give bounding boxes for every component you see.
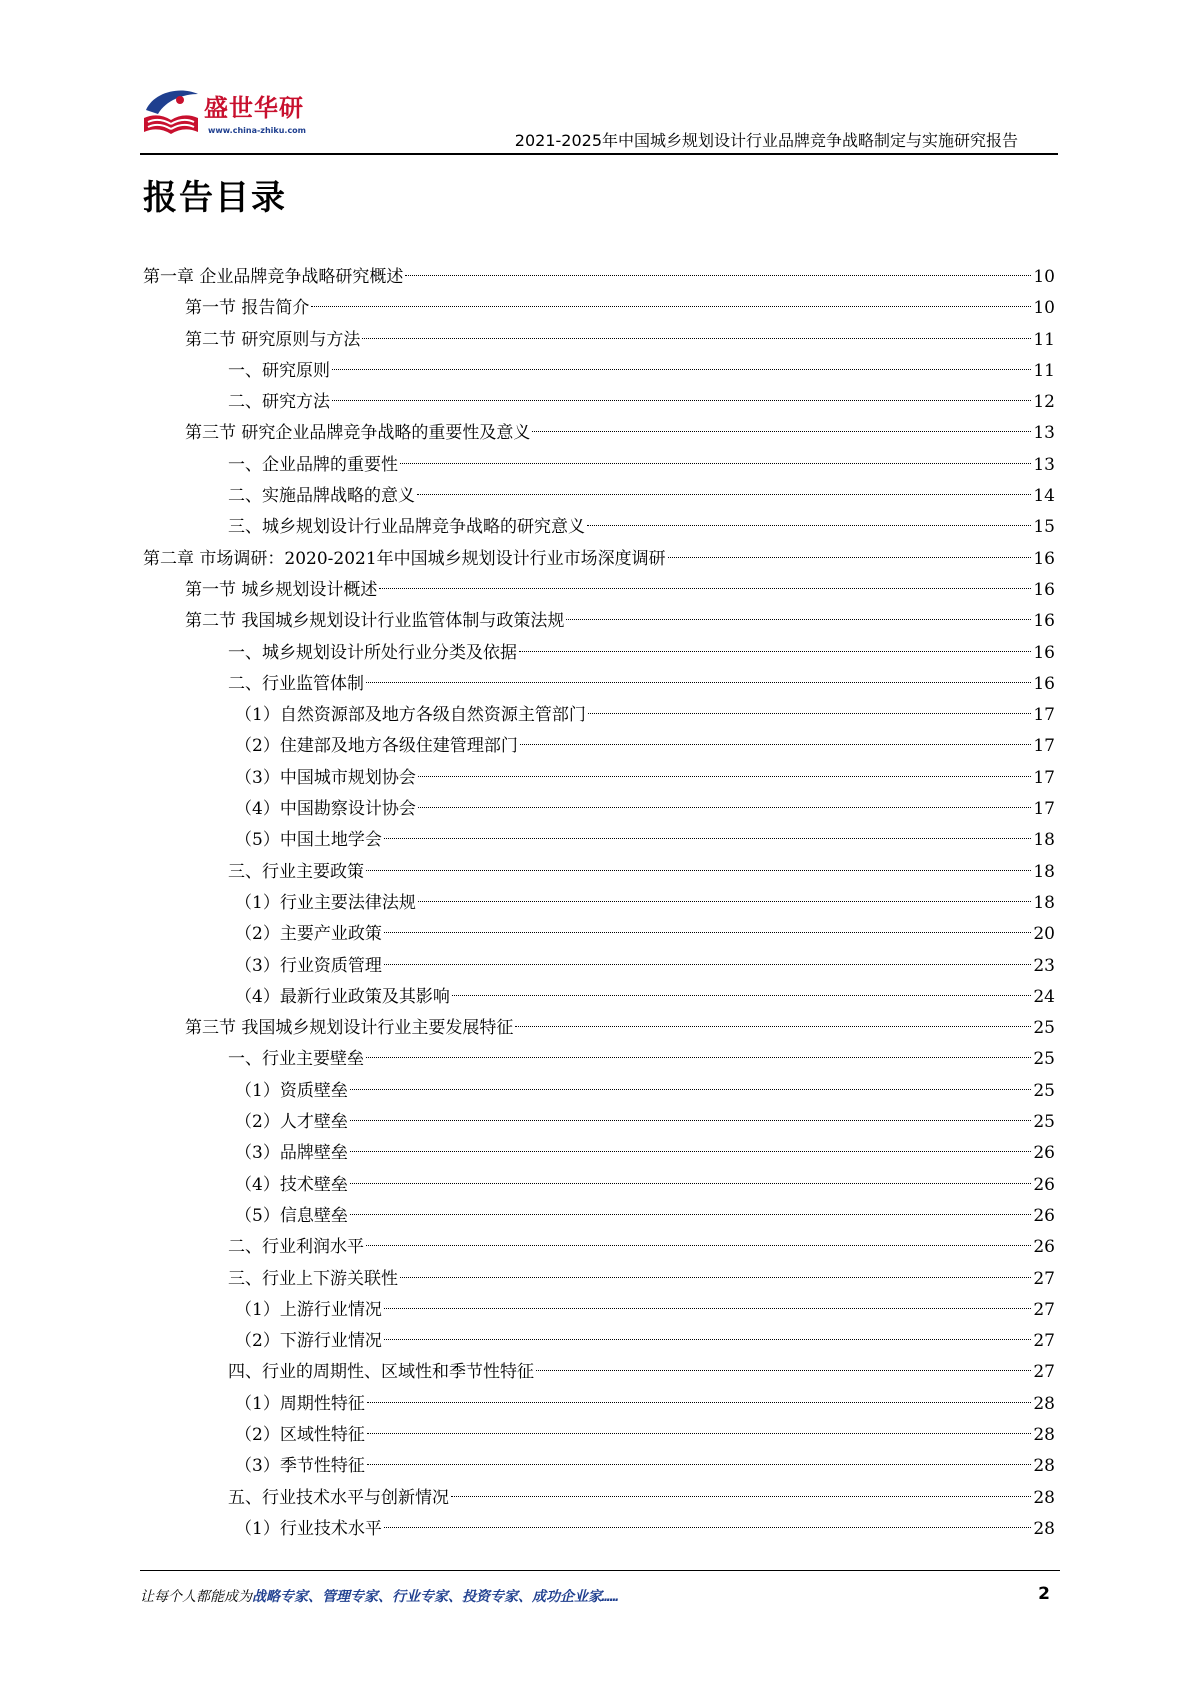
toc-entry[interactable] — [143, 638, 1055, 669]
toc-entry[interactable] — [143, 1357, 1055, 1388]
toc-entry-label: 第二节 研究原则与方法 — [185, 329, 361, 350]
company-logo — [140, 80, 310, 146]
toc-leader-dots — [417, 494, 1031, 495]
toc-entry-label: 二、实施品牌战略的意义 — [228, 486, 415, 507]
toc-entry-label: 第二节 我国城乡规划设计行业监管体制与政策法规 — [185, 611, 565, 632]
toc-entry[interactable] — [143, 1420, 1055, 1451]
toc-entry-page: 24 — [1033, 986, 1055, 1007]
toc-entry-label: 二、行业利润水平 — [228, 1237, 364, 1258]
toc-leader-dots — [384, 1308, 1032, 1309]
footer-divider — [140, 1570, 1060, 1571]
toc-leader-dots — [350, 1214, 1032, 1215]
toc-leader-dots — [332, 400, 1031, 401]
toc-entry[interactable] — [143, 450, 1055, 481]
toc-leader-dots — [384, 1339, 1032, 1340]
toc-entry-page: 12 — [1033, 392, 1055, 413]
toc-leader-dots — [532, 431, 1031, 432]
toc-entry-page: 28 — [1033, 1393, 1055, 1414]
toc-entry-page: 25 — [1033, 1080, 1055, 1101]
toc-entry-page: 25 — [1033, 1049, 1055, 1070]
toc-entry-label: 二、行业监管体制 — [228, 673, 364, 694]
toc-entry-label: 二、研究方法 — [228, 392, 330, 413]
toc-entry-page: 17 — [1033, 799, 1055, 820]
toc-leader-dots — [418, 776, 1032, 777]
toc-leader-dots — [366, 682, 1031, 683]
toc-entry-label: （5）中国土地学会 — [235, 830, 382, 851]
toc-entry[interactable] — [143, 1483, 1055, 1514]
toc-leader-dots — [350, 1120, 1032, 1121]
toc-entry-label: （1）自然资源部及地方各级自然资源主管部门 — [235, 705, 586, 726]
toc-entry-label: 第一章 企业品牌竞争战略研究概述 — [143, 267, 404, 287]
toc-entry-label: （3）季节性特征 — [235, 1456, 365, 1477]
toc-entry-page: 17 — [1033, 767, 1055, 788]
toc-entry-page: 16 — [1033, 673, 1055, 694]
toc-leader-dots — [400, 463, 1031, 464]
toc-leader-dots — [418, 807, 1032, 808]
page-header — [140, 80, 1060, 158]
toc-entry-page: 16 — [1033, 548, 1055, 569]
toc-entry[interactable] — [143, 982, 1055, 1013]
logo-book-icon — [140, 84, 202, 142]
toc-leader-dots — [366, 870, 1031, 871]
toc-entry-page: 28 — [1033, 1424, 1055, 1445]
toc-entry-page: 18 — [1033, 861, 1055, 882]
toc-entry-label: （2）下游行业情况 — [235, 1331, 382, 1352]
toc-entry-page: 27 — [1033, 1362, 1055, 1383]
toc-leader-dots — [350, 1183, 1032, 1184]
toc-leader-dots — [350, 1089, 1032, 1090]
toc-entry-page: 18 — [1033, 892, 1055, 913]
toc-entry-label: 第二章 市场调研：2020-2021年中国城乡规划设计行业市场深度调研 — [143, 548, 666, 569]
toc-entry-label: （3）品牌壁垒 — [235, 1143, 348, 1164]
toc-leader-dots — [451, 1496, 1031, 1497]
toc-entry[interactable] — [143, 1326, 1055, 1357]
toc-entry-page: 26 — [1033, 1205, 1055, 1226]
page-title: 报告目录 — [143, 178, 287, 218]
toc-entry-page: 14 — [1033, 486, 1055, 507]
toc-entry-page: 25 — [1033, 1018, 1055, 1039]
toc-leader-dots — [400, 1277, 1031, 1278]
toc-entry[interactable] — [143, 1232, 1055, 1263]
header-divider — [140, 153, 1058, 155]
toc-leader-dots — [366, 1057, 1031, 1058]
toc-entry-label: （4）中国勘察设计协会 — [235, 799, 416, 820]
toc-entry[interactable] — [143, 888, 1055, 919]
toc-entry-page: 27 — [1033, 1268, 1055, 1289]
toc-entry-label: 第三节 我国城乡规划设计行业主要发展特征 — [185, 1018, 514, 1039]
toc-entry-page: 28 — [1033, 1518, 1055, 1539]
toc-leader-dots — [367, 1433, 1032, 1434]
toc-leader-dots — [362, 338, 1031, 339]
toc-entry[interactable] — [143, 794, 1055, 825]
toc-leader-dots — [418, 901, 1032, 902]
toc-leader-dots — [366, 1245, 1031, 1246]
toc-entry-label: （1）资质壁垒 — [235, 1080, 348, 1101]
toc-entry[interactable] — [143, 763, 1055, 794]
toc-entry[interactable] — [143, 418, 1055, 449]
toc-entry[interactable] — [143, 1076, 1055, 1107]
toc-entry[interactable] — [143, 825, 1055, 856]
toc-leader-dots — [379, 588, 1031, 589]
toc-leader-dots — [566, 619, 1031, 620]
toc-entry[interactable] — [143, 951, 1055, 982]
toc-leader-dots — [384, 964, 1032, 965]
toc-entry-label: 三、行业上下游关联性 — [228, 1268, 398, 1289]
toc-entry-page: 17 — [1033, 705, 1055, 726]
toc-entry-label: （3）中国城市规划协会 — [235, 767, 416, 788]
toc-entry[interactable] — [143, 544, 1055, 575]
toc-entry[interactable] — [143, 1170, 1055, 1201]
toc-entry-label: （4）最新行业政策及其影响 — [235, 986, 450, 1007]
toc-entry-page: 11 — [1033, 360, 1055, 381]
toc-entry-page: 26 — [1033, 1143, 1055, 1164]
toc-leader-dots — [520, 744, 1032, 745]
toc-entry-label: （1）上游行业情况 — [235, 1299, 382, 1320]
toc-entry-page: 16 — [1033, 642, 1055, 663]
toc-leader-dots — [405, 275, 1031, 276]
page-footer — [140, 1584, 1060, 1610]
toc-entry-page: 27 — [1033, 1331, 1055, 1352]
toc-entry-page: 11 — [1033, 329, 1055, 350]
toc-entry[interactable] — [143, 857, 1055, 888]
toc-entry-label: 一、企业品牌的重要性 — [228, 454, 398, 475]
toc-entry-page: 13 — [1033, 454, 1055, 475]
toc-entry-page: 26 — [1033, 1174, 1055, 1195]
toc-entry[interactable] — [143, 1201, 1055, 1232]
toc-entry[interactable] — [143, 575, 1055, 606]
toc-entry-page: 10 — [1033, 267, 1055, 287]
footer-slogan-lead: 让每个人都能成为 — [140, 1589, 252, 1605]
toc-entry-page: 27 — [1033, 1299, 1055, 1320]
toc-leader-dots — [536, 1370, 1031, 1371]
toc-entry-label: （2）人才壁垒 — [235, 1112, 348, 1133]
toc-entry[interactable] — [143, 731, 1055, 762]
toc-entry-page: 16 — [1033, 611, 1055, 632]
toc-entry[interactable] — [143, 512, 1055, 543]
toc-entry-page: 28 — [1033, 1456, 1055, 1477]
toc-entry-page: 26 — [1033, 1237, 1055, 1258]
toc-entry-label: （2）主要产业政策 — [235, 924, 382, 945]
toc-leader-dots — [668, 557, 1032, 558]
toc-entry-label: 一、城乡规划设计所处行业分类及依据 — [228, 642, 517, 663]
report-title: 2021-2025年中国城乡规划设计行业品牌竞争战略制定与实施研究报告 — [514, 131, 1018, 150]
toc-entry[interactable] — [143, 356, 1055, 387]
toc-entry-label: 第一节 城乡规划设计概述 — [185, 579, 378, 600]
toc-entry-label: 一、研究原则 — [228, 360, 330, 381]
toc-entry[interactable] — [143, 1451, 1055, 1482]
toc-leader-dots — [384, 1527, 1032, 1528]
toc-leader-dots — [332, 369, 1031, 370]
toc-entry[interactable] — [143, 606, 1055, 637]
toc-entry-page: 10 — [1033, 298, 1055, 319]
toc-entry-page: 18 — [1033, 830, 1055, 851]
toc-entry-label: 三、行业主要政策 — [228, 861, 364, 882]
toc-entry-label: （1）行业技术水平 — [235, 1518, 382, 1539]
toc-entry[interactable] — [143, 387, 1055, 418]
toc-entry-label: （2）住建部及地方各级住建管理部门 — [235, 736, 518, 757]
toc-entry[interactable] — [143, 700, 1055, 731]
toc-entry-label: 一、行业主要壁垒 — [228, 1049, 364, 1070]
toc-entry-label: （3）行业资质管理 — [235, 955, 382, 976]
toc-entry-page: 17 — [1033, 736, 1055, 757]
toc-entry-page: 15 — [1033, 517, 1055, 538]
toc-entry[interactable] — [143, 669, 1055, 700]
toc-entry-label: 第一节 报告简介 — [185, 298, 310, 319]
toc-entry[interactable] — [143, 1013, 1055, 1044]
toc-entry-page: 13 — [1033, 423, 1055, 444]
toc-entry[interactable] — [143, 1514, 1055, 1545]
toc-entry[interactable] — [143, 325, 1055, 356]
toc-leader-dots — [367, 1402, 1032, 1403]
toc-entry[interactable] — [143, 1107, 1055, 1138]
logo-url: www.china-zhiku.com — [208, 126, 307, 135]
toc-entry-label: （1）行业主要法律法规 — [235, 892, 416, 913]
toc-entry-page: 16 — [1033, 579, 1055, 600]
logo-name: 盛世华研 — [204, 94, 304, 122]
toc-entry[interactable] — [143, 262, 1055, 293]
toc-entry[interactable] — [143, 293, 1055, 324]
toc-entry[interactable] — [143, 1138, 1055, 1169]
toc-entry[interactable] — [143, 481, 1055, 512]
toc-leader-dots — [515, 1026, 1031, 1027]
toc-entry-label: （5）信息壁垒 — [235, 1205, 348, 1226]
toc-entry-page: 23 — [1033, 955, 1055, 976]
table-of-contents — [143, 262, 1055, 1545]
toc-leader-dots — [384, 932, 1032, 933]
page-number: 2 — [1038, 1584, 1050, 1604]
toc-leader-dots — [588, 713, 1032, 714]
toc-entry[interactable] — [143, 1264, 1055, 1295]
toc-entry-label: （4）技术壁垒 — [235, 1174, 348, 1195]
toc-leader-dots — [367, 1464, 1032, 1465]
toc-entry-label: 第三节 研究企业品牌竞争战略的重要性及意义 — [185, 423, 531, 444]
toc-leader-dots — [311, 306, 1031, 307]
toc-entry-label: 三、城乡规划设计行业品牌竞争战略的研究意义 — [228, 517, 585, 538]
toc-leader-dots — [587, 525, 1031, 526]
toc-leader-dots — [384, 838, 1032, 839]
toc-leader-dots — [350, 1151, 1032, 1152]
toc-entry-label: 五、行业技术水平与创新情况 — [228, 1487, 449, 1508]
toc-entry-label: （2）区域性特征 — [235, 1424, 365, 1445]
toc-entry[interactable] — [143, 1389, 1055, 1420]
toc-entry[interactable] — [143, 919, 1055, 950]
toc-entry-label: 四、行业的周期性、区域性和季节性特征 — [228, 1362, 534, 1383]
toc-entry-page: 25 — [1033, 1112, 1055, 1133]
toc-entry-label: （1）周期性特征 — [235, 1393, 365, 1414]
footer-slogan — [140, 1586, 619, 1606]
toc-entry[interactable] — [143, 1295, 1055, 1326]
toc-entry[interactable] — [143, 1044, 1055, 1075]
toc-entry-page: 20 — [1033, 924, 1055, 945]
toc-entry-page: 28 — [1033, 1487, 1055, 1508]
footer-slogan-roles: 战略专家、管理专家、行业专家、投资专家、成功企业家…… — [252, 1589, 619, 1605]
toc-leader-dots — [519, 651, 1031, 652]
toc-leader-dots — [452, 995, 1032, 996]
